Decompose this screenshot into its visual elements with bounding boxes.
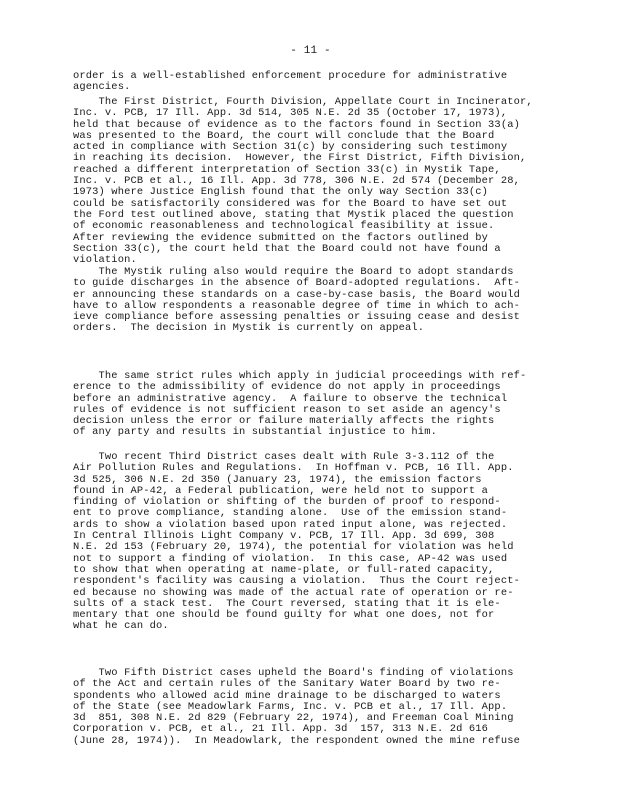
page-number: - 11 -: [290, 45, 331, 57]
paragraph-1: order is a well-established enforcement procedure for administrative agencies.: [73, 70, 508, 94]
paragraph-2: The First District, Fourth Division, Appellate Court in Incinerator, Inc. v. PCB, 17 Ill. App. 3d 514, 305 N.E. 2d 35 (October 17, 1973), held that because of evidence as to the factors found in Section 33(a) was presented to the Board, the court will conclude that the Board acted in compliance with Section 31(c) by considering such testimony in reaching its decision. However, the First District, Fifth Division, reached a different interpretation of Section 33(c) in Mystik Tape, Inc. v. PCB et al., 16 Ill. App. 3d 778, 306 N.E. 2d 574 (December 28, 1973) where Justice English found that the only way Section 33(c) could be satisfactorily considered was for the Board to have set out the Ford test outlined above, stating that Mystik placed the question of economic reasonableness and technological feasibility at issue. After reviewing the evidence submitted on the factors outlined by Section 33(c), the court held that the Board could not have found a violation.: [73, 96, 533, 267]
paragraph-3: The Mystik ruling also would require the Board to adopt standards to guide discharges in the absence of Board-adopted regulations. Aft- er announcing these standards on a case-by-case basis, the Board would have to allow respondents a reasonable degree of time in which to ach- ieve compliance before assessing penalties or issuing cease and desist orders. The decision in Mystik is currently on appeal.: [73, 266, 520, 335]
paragraph-5: Two recent Third District cases dealt with Rule 3-3.112 of the Air Pollution Rules and Regulations. In Hoffman v. PCB, 16 Ill. App. 3d 525, 306 N.E. 2d 350 (January 23, 1974), the emission factors found in AP-42, a Federal publication, were held not to support a finding of violation or shifting of the burden of proof to respond- ent to prove compliance, standing alone. Use of the emission stand- ards to show a violation based upon rated input alone, was rejected. In Central Illinois Light Company v. PCB, 17 Ill. App. 3d 699, 308 N.E. 2d 153 (February 20, 1974), the potential for violation was held not to support a finding of violation. In this case, AP-42 was used to show that when operating at name-plate, or full-rated capacity, respondent's facility was causing a violation. Thus the Court reject- ed because no showing was made of the actual rate of operation or re- sults of a stack test. The Court reversed, stating that it is ele- mentary that one should be found guilty for what one does, not for what he can do.: [73, 451, 520, 633]
paragraph-4: The same strict rules which apply in judicial proceedings with ref- erence to the admissibility of evidence do not apply in proceedings before an administrative agency. A failure to observe the technical rules of evidence is not sufficient reason to set aside an agency's decision unless the error or failure materially affects the rights of any party and results in substantial injustice to him.: [73, 370, 527, 439]
paragraph-6: Two Fifth District cases upheld the Board's finding of violations of the Act and certain rules of the Sanitary Water Board by two re- spondents who allowed acid mine drainage to be discharged to waters of the State (see Meadowlark Farms, Inc. v. PCB et al., 17 Ill. App. 3d 851, 308 N.E. 2d 829 (February 22, 1974), and Freeman Coal Mining Corporation v. PCB, et al., 21 Ill. App. 3d 157, 313 N.E. 2d 616 (June 28, 1974)). In Meadowlark, the respondent owned the mine refuse: [73, 667, 520, 747]
